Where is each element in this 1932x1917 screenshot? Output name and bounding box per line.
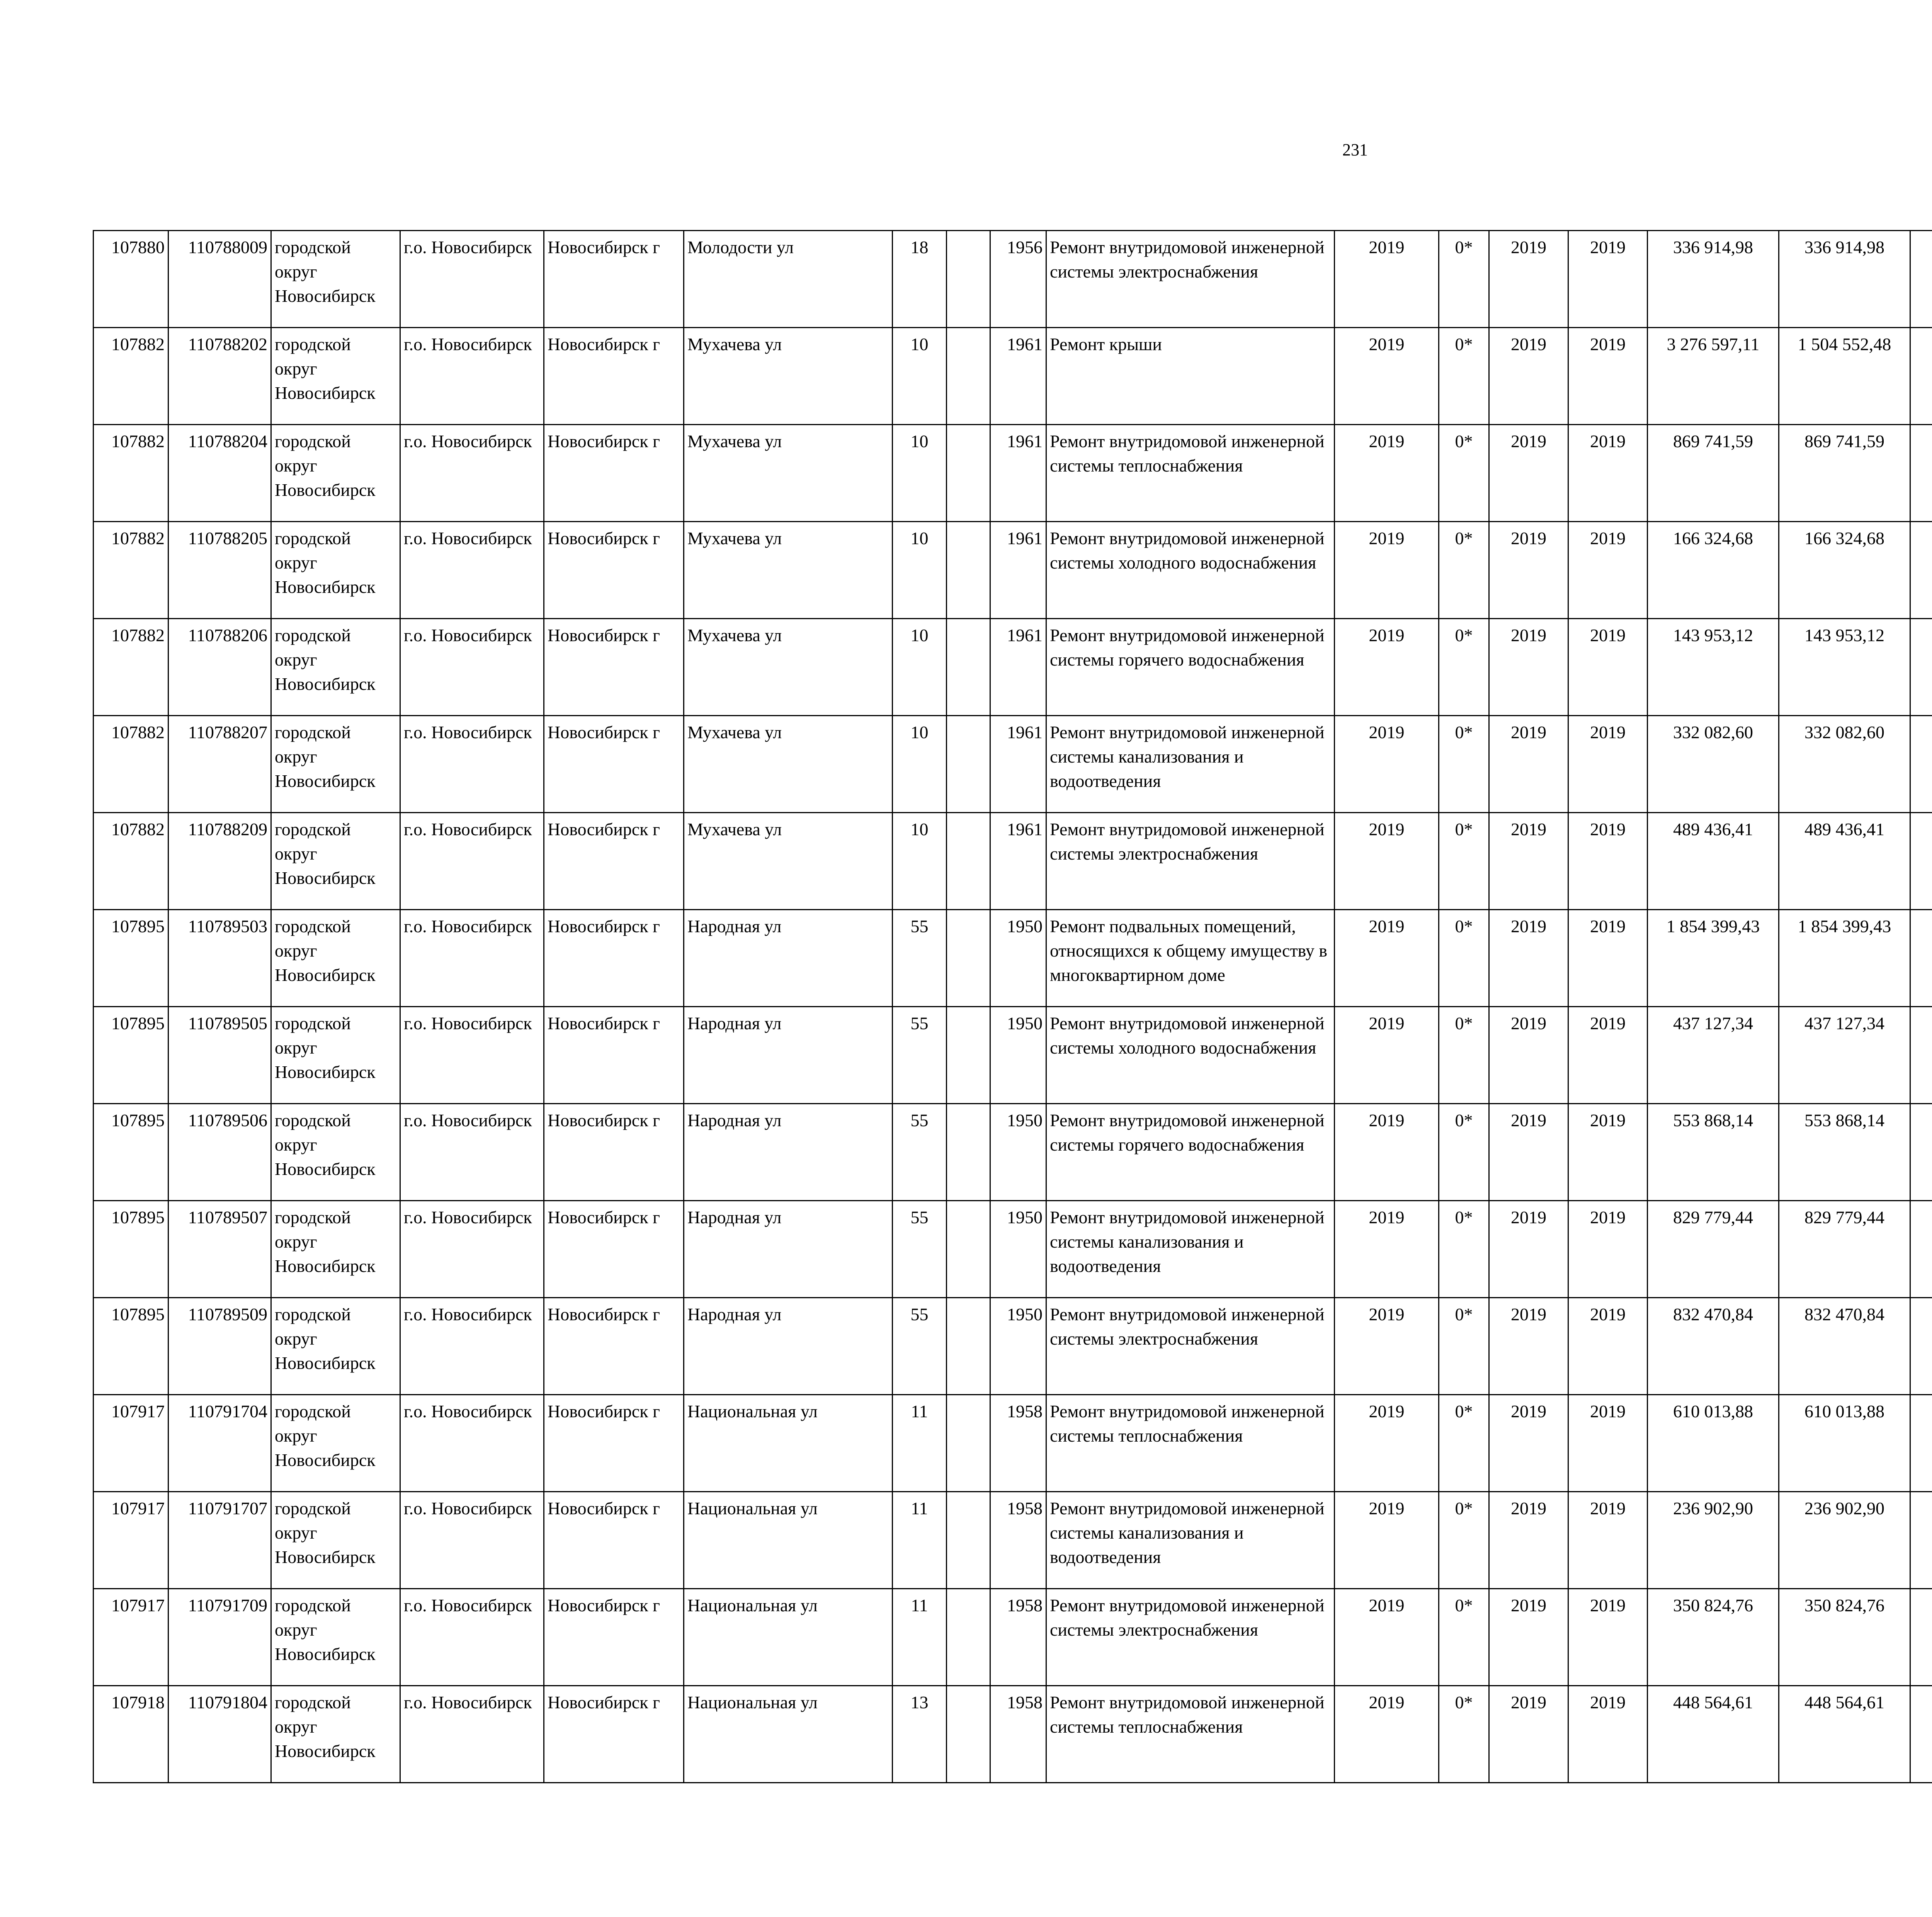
object-id-cell: 107895 — [94, 910, 168, 1007]
total-cost-cell: 166 324,68 — [1648, 522, 1779, 619]
district-cell: г.о. Новосибирск — [400, 910, 544, 1007]
district-cell: г.о. Новосибирск — [400, 1298, 544, 1395]
record-code-cell: 110791804 — [168, 1686, 271, 1783]
object-id-cell: 107918 — [94, 1686, 168, 1783]
amount-2-cell — [1910, 1686, 1932, 1783]
city-cell: Новосибирск г — [544, 231, 684, 328]
object-id-cell: 107882 — [94, 813, 168, 910]
year-from-cell: 2019 — [1489, 813, 1568, 910]
work-type-cell: Ремонт внутридомовой инженерной системы канализования и водоотведения — [1046, 1201, 1335, 1298]
street-cell: Национальная ул — [684, 1686, 893, 1783]
table-row — [94, 1298, 1932, 1395]
work-type-cell: Ремонт внутридомовой инженерной системы канализования и водоотведения — [1046, 716, 1335, 813]
amount-1-cell: 166 324,68 — [1779, 522, 1910, 619]
table-row — [94, 1007, 1932, 1104]
street-cell: Народная ул — [684, 1007, 893, 1104]
object-id-cell: 107882 — [94, 619, 168, 716]
work-type-cell: Ремонт внутридомовой инженерной системы горячего водоснабжения — [1046, 1104, 1335, 1201]
year-to-cell: 2019 — [1568, 1589, 1648, 1686]
amount-1-cell: 350 824,76 — [1779, 1589, 1910, 1686]
work-type-cell: Ремонт внутридомовой инженерной системы канализования и водоотведения — [1046, 1492, 1335, 1589]
flag-cell: 0* — [1439, 1104, 1489, 1201]
table-row — [94, 1589, 1932, 1686]
plan-year-cell: 2019 — [1335, 813, 1439, 910]
flag-cell: 0* — [1439, 328, 1489, 425]
year-from-cell: 2019 — [1489, 231, 1568, 328]
municipality-cell: городской округ Новосибирск — [271, 1104, 400, 1201]
record-code-cell: 110788207 — [168, 716, 271, 813]
year-built-cell: 1950 — [990, 1104, 1046, 1201]
year-from-cell: 2019 — [1489, 716, 1568, 813]
year-built-cell: 1961 — [990, 716, 1046, 813]
amount-1-cell: 1 854 399,43 — [1779, 910, 1910, 1007]
year-to-cell: 2019 — [1568, 1298, 1648, 1395]
district-cell: г.о. Новосибирск — [400, 1395, 544, 1492]
street-cell: Народная ул — [684, 910, 893, 1007]
year-to-cell: 2019 — [1568, 1686, 1648, 1783]
work-type-cell: Ремонт внутридомовой инженерной системы теплоснабжения — [1046, 1395, 1335, 1492]
flag-cell: 0* — [1439, 1686, 1489, 1783]
plan-year-cell: 2019 — [1335, 1686, 1439, 1783]
street-cell: Мухачева ул — [684, 619, 893, 716]
record-code-cell: 110789509 — [168, 1298, 271, 1395]
city-cell: Новосибирск г — [544, 328, 684, 425]
district-cell: г.о. Новосибирск — [400, 1589, 544, 1686]
object-id-cell: 107895 — [94, 1201, 168, 1298]
table-row — [94, 910, 1932, 1007]
city-cell: Новосибирск г — [544, 425, 684, 522]
house-number-cell: 13 — [893, 1686, 947, 1783]
year-from-cell: 2019 — [1489, 1007, 1568, 1104]
house-number-cell: 10 — [893, 522, 947, 619]
building-cell — [947, 1686, 990, 1783]
year-to-cell: 2019 — [1568, 1201, 1648, 1298]
year-to-cell: 2019 — [1568, 716, 1648, 813]
year-to-cell: 2019 — [1568, 328, 1648, 425]
record-code-cell: 110789506 — [168, 1104, 271, 1201]
building-cell — [947, 328, 990, 425]
table-row — [94, 1201, 1932, 1298]
street-cell: Мухачева ул — [684, 522, 893, 619]
amount-1-cell: 336 914,98 — [1779, 231, 1910, 328]
flag-cell: 0* — [1439, 231, 1489, 328]
total-cost-cell: 610 013,88 — [1648, 1395, 1779, 1492]
flag-cell: 0* — [1439, 425, 1489, 522]
total-cost-cell: 437 127,34 — [1648, 1007, 1779, 1104]
year-from-cell: 2019 — [1489, 1298, 1568, 1395]
total-cost-cell: 829 779,44 — [1648, 1201, 1779, 1298]
record-code-cell: 110789507 — [168, 1201, 271, 1298]
work-type-cell: Ремонт внутридомовой инженерной системы электроснабжения — [1046, 231, 1335, 328]
amount-1-cell: 332 082,60 — [1779, 716, 1910, 813]
object-id-cell: 107880 — [94, 231, 168, 328]
street-cell: Молодости ул — [684, 231, 893, 328]
district-cell: г.о. Новосибирск — [400, 1686, 544, 1783]
flag-cell: 0* — [1439, 813, 1489, 910]
building-cell — [947, 716, 990, 813]
district-cell: г.о. Новосибирск — [400, 328, 544, 425]
year-to-cell: 2019 — [1568, 1007, 1648, 1104]
plan-year-cell: 2019 — [1335, 1007, 1439, 1104]
flag-cell: 0* — [1439, 716, 1489, 813]
amount-2-cell — [1910, 813, 1932, 910]
district-cell: г.о. Новосибирск — [400, 1104, 544, 1201]
plan-year-cell: 2019 — [1335, 619, 1439, 716]
building-cell — [947, 619, 990, 716]
street-cell: Народная ул — [684, 1298, 893, 1395]
year-to-cell: 2019 — [1568, 1104, 1648, 1201]
district-cell: г.о. Новосибирск — [400, 716, 544, 813]
record-code-cell: 110791704 — [168, 1395, 271, 1492]
plan-year-cell: 2019 — [1335, 1298, 1439, 1395]
building-cell — [947, 813, 990, 910]
building-cell — [947, 1492, 990, 1589]
city-cell: Новосибирск г — [544, 1104, 684, 1201]
street-cell: Мухачева ул — [684, 716, 893, 813]
plan-year-cell: 2019 — [1335, 1104, 1439, 1201]
work-type-cell: Ремонт подвальных помещений, относящихся к общему имуществу в многоквартирном доме — [1046, 910, 1335, 1007]
municipality-cell: городской округ Новосибирск — [271, 716, 400, 813]
year-built-cell: 1961 — [990, 425, 1046, 522]
work-type-cell: Ремонт внутридомовой инженерной системы электроснабжения — [1046, 813, 1335, 910]
year-from-cell: 2019 — [1489, 1686, 1568, 1783]
amount-1-cell: 610 013,88 — [1779, 1395, 1910, 1492]
work-type-cell: Ремонт внутридомовой инженерной системы холодного водоснабжения — [1046, 1007, 1335, 1104]
district-cell: г.о. Новосибирск — [400, 231, 544, 328]
year-built-cell: 1956 — [990, 231, 1046, 328]
year-built-cell: 1950 — [990, 1298, 1046, 1395]
amount-2-cell — [1910, 1298, 1932, 1395]
amount-2-cell — [1910, 1007, 1932, 1104]
plan-year-cell: 2019 — [1335, 910, 1439, 1007]
year-built-cell: 1958 — [990, 1686, 1046, 1783]
amount-1-cell: 489 436,41 — [1779, 813, 1910, 910]
street-cell: Народная ул — [684, 1104, 893, 1201]
city-cell: Новосибирск г — [544, 1395, 684, 1492]
table-row — [94, 1104, 1932, 1201]
year-from-cell: 2019 — [1489, 1395, 1568, 1492]
record-code-cell: 110788204 — [168, 425, 271, 522]
table-row — [94, 231, 1932, 328]
flag-cell: 0* — [1439, 1007, 1489, 1104]
house-number-cell: 55 — [893, 910, 947, 1007]
city-cell: Новосибирск г — [544, 522, 684, 619]
year-built-cell: 1958 — [990, 1589, 1046, 1686]
street-cell: Мухачева ул — [684, 425, 893, 522]
work-type-cell: Ремонт внутридомовой инженерной системы теплоснабжения — [1046, 425, 1335, 522]
object-id-cell: 107917 — [94, 1395, 168, 1492]
amount-2-cell — [1910, 1492, 1932, 1589]
municipality-cell: городской округ Новосибирск — [271, 1589, 400, 1686]
table-body — [94, 231, 1932, 1783]
house-number-cell: 10 — [893, 328, 947, 425]
house-number-cell: 55 — [893, 1104, 947, 1201]
table-row — [94, 1686, 1932, 1783]
amount-1-cell: 143 953,12 — [1779, 619, 1910, 716]
municipality-cell: городской округ Новосибирск — [271, 619, 400, 716]
total-cost-cell: 489 436,41 — [1648, 813, 1779, 910]
district-cell: г.о. Новосибирск — [400, 1201, 544, 1298]
municipality-cell: городской округ Новосибирск — [271, 328, 400, 425]
house-number-cell: 10 — [893, 619, 947, 716]
year-from-cell: 2019 — [1489, 1589, 1568, 1686]
building-cell — [947, 1007, 990, 1104]
total-cost-cell: 350 824,76 — [1648, 1589, 1779, 1686]
amount-2-cell — [1910, 1589, 1932, 1686]
table-row — [94, 716, 1932, 813]
record-code-cell: 110791707 — [168, 1492, 271, 1589]
total-cost-cell: 832 470,84 — [1648, 1298, 1779, 1395]
building-cell — [947, 425, 990, 522]
amount-2-cell — [1910, 522, 1932, 619]
municipality-cell: городской округ Новосибирск — [271, 813, 400, 910]
municipality-cell: городской округ Новосибирск — [271, 425, 400, 522]
object-id-cell: 107895 — [94, 1104, 168, 1201]
year-to-cell: 2019 — [1568, 1395, 1648, 1492]
year-from-cell: 2019 — [1489, 425, 1568, 522]
work-type-cell: Ремонт внутридомовой инженерной системы теплоснабжения — [1046, 1686, 1335, 1783]
municipality-cell: городской округ Новосибирск — [271, 1395, 400, 1492]
table-row — [94, 1395, 1932, 1492]
city-cell: Новосибирск г — [544, 910, 684, 1007]
city-cell: Новосибирск г — [544, 1298, 684, 1395]
year-to-cell: 2019 — [1568, 425, 1648, 522]
year-from-cell: 2019 — [1489, 910, 1568, 1007]
street-cell: Народная ул — [684, 1201, 893, 1298]
flag-cell: 0* — [1439, 910, 1489, 1007]
year-to-cell: 2019 — [1568, 910, 1648, 1007]
work-type-cell: Ремонт крыши — [1046, 328, 1335, 425]
total-cost-cell: 869 741,59 — [1648, 425, 1779, 522]
year-to-cell: 2019 — [1568, 1492, 1648, 1589]
total-cost-cell: 332 082,60 — [1648, 716, 1779, 813]
amount-1-cell: 829 779,44 — [1779, 1201, 1910, 1298]
city-cell: Новосибирск г — [544, 619, 684, 716]
city-cell: Новосибирск г — [544, 1492, 684, 1589]
record-code-cell: 110791709 — [168, 1589, 271, 1686]
house-number-cell: 10 — [893, 425, 947, 522]
street-cell: Национальная ул — [684, 1589, 893, 1686]
amount-2-cell — [1910, 231, 1932, 328]
house-number-cell: 10 — [893, 813, 947, 910]
municipality-cell: городской округ Новосибирск — [271, 910, 400, 1007]
year-built-cell: 1950 — [990, 910, 1046, 1007]
amount-2-cell — [1910, 1395, 1932, 1492]
year-built-cell: 1961 — [990, 619, 1046, 716]
year-from-cell: 2019 — [1489, 1492, 1568, 1589]
year-to-cell: 2019 — [1568, 231, 1648, 328]
house-number-cell: 55 — [893, 1201, 947, 1298]
amount-2-cell — [1910, 910, 1932, 1007]
year-to-cell: 2019 — [1568, 619, 1648, 716]
year-to-cell: 2019 — [1568, 522, 1648, 619]
house-number-cell: 10 — [893, 716, 947, 813]
district-cell: г.о. Новосибирск — [400, 619, 544, 716]
total-cost-cell: 236 902,90 — [1648, 1492, 1779, 1589]
plan-year-cell: 2019 — [1335, 1201, 1439, 1298]
amount-1-cell: 553 868,14 — [1779, 1104, 1910, 1201]
flag-cell: 0* — [1439, 1589, 1489, 1686]
flag-cell: 0* — [1439, 1298, 1489, 1395]
year-built-cell: 1961 — [990, 522, 1046, 619]
building-cell — [947, 1395, 990, 1492]
object-id-cell: 107882 — [94, 425, 168, 522]
municipality-cell: городской округ Новосибирск — [271, 1686, 400, 1783]
object-id-cell: 107882 — [94, 328, 168, 425]
object-id-cell: 107917 — [94, 1492, 168, 1589]
record-code-cell: 110789505 — [168, 1007, 271, 1104]
amount-1-cell: 236 902,90 — [1779, 1492, 1910, 1589]
record-code-cell: 110788209 — [168, 813, 271, 910]
district-cell: г.о. Новосибирск — [400, 1007, 544, 1104]
year-from-cell: 2019 — [1489, 328, 1568, 425]
capital-repair-table — [93, 230, 1932, 1783]
object-id-cell: 107895 — [94, 1298, 168, 1395]
year-from-cell: 2019 — [1489, 619, 1568, 716]
year-to-cell: 2019 — [1568, 813, 1648, 910]
flag-cell: 0* — [1439, 619, 1489, 716]
amount-2-cell — [1910, 425, 1932, 522]
table-row — [94, 619, 1932, 716]
building-cell — [947, 231, 990, 328]
plan-year-cell: 2019 — [1335, 1589, 1439, 1686]
district-cell: г.о. Новосибирск — [400, 813, 544, 910]
plan-year-cell: 2019 — [1335, 522, 1439, 619]
record-code-cell: 110788009 — [168, 231, 271, 328]
amount-2-cell — [1910, 619, 1932, 716]
house-number-cell: 11 — [893, 1395, 947, 1492]
work-type-cell: Ремонт внутридомовой инженерной системы холодного водоснабжения — [1046, 522, 1335, 619]
building-cell — [947, 1298, 990, 1395]
amount-1-cell: 448 564,61 — [1779, 1686, 1910, 1783]
amount-2-cell — [1910, 716, 1932, 813]
record-code-cell: 110788206 — [168, 619, 271, 716]
year-built-cell: 1958 — [990, 1395, 1046, 1492]
object-id-cell: 107895 — [94, 1007, 168, 1104]
city-cell: Новосибирск г — [544, 1589, 684, 1686]
table-row — [94, 522, 1932, 619]
municipality-cell: городской округ Новосибирск — [271, 231, 400, 328]
flag-cell: 0* — [1439, 1492, 1489, 1589]
street-cell: Мухачева ул — [684, 813, 893, 910]
year-built-cell: 1950 — [990, 1201, 1046, 1298]
municipality-cell: городской округ Новосибирск — [271, 522, 400, 619]
plan-year-cell: 2019 — [1335, 1492, 1439, 1589]
object-id-cell: 107882 — [94, 716, 168, 813]
amount-2-cell — [1910, 328, 1932, 425]
table-row — [94, 425, 1932, 522]
record-code-cell: 110788205 — [168, 522, 271, 619]
work-type-cell: Ремонт внутридомовой инженерной системы горячего водоснабжения — [1046, 619, 1335, 716]
house-number-cell: 11 — [893, 1492, 947, 1589]
total-cost-cell: 1 854 399,43 — [1648, 910, 1779, 1007]
building-cell — [947, 1104, 990, 1201]
total-cost-cell: 336 914,98 — [1648, 231, 1779, 328]
flag-cell: 0* — [1439, 522, 1489, 619]
house-number-cell: 55 — [893, 1298, 947, 1395]
object-id-cell: 107882 — [94, 522, 168, 619]
plan-year-cell: 2019 — [1335, 328, 1439, 425]
year-built-cell: 1961 — [990, 328, 1046, 425]
district-cell: г.о. Новосибирск — [400, 1492, 544, 1589]
street-cell: Национальная ул — [684, 1395, 893, 1492]
page-number: 231 — [1342, 140, 1368, 159]
year-from-cell: 2019 — [1489, 1104, 1568, 1201]
street-cell: Мухачева ул — [684, 328, 893, 425]
city-cell: Новосибирск г — [544, 1201, 684, 1298]
total-cost-cell: 143 953,12 — [1648, 619, 1779, 716]
flag-cell: 0* — [1439, 1201, 1489, 1298]
amount-1-cell: 832 470,84 — [1779, 1298, 1910, 1395]
city-cell: Новосибирск г — [544, 813, 684, 910]
plan-year-cell: 2019 — [1335, 231, 1439, 328]
table-row — [94, 1492, 1932, 1589]
plan-year-cell: 2019 — [1335, 425, 1439, 522]
table-row — [94, 813, 1932, 910]
year-built-cell: 1958 — [990, 1492, 1046, 1589]
plan-year-cell: 2019 — [1335, 716, 1439, 813]
municipality-cell: городской округ Новосибирск — [271, 1492, 400, 1589]
house-number-cell: 55 — [893, 1007, 947, 1104]
district-cell: г.о. Новосибирск — [400, 522, 544, 619]
municipality-cell: городской округ Новосибирск — [271, 1298, 400, 1395]
building-cell — [947, 1589, 990, 1686]
amount-1-cell: 869 741,59 — [1779, 425, 1910, 522]
work-type-cell: Ремонт внутридомовой инженерной системы электроснабжения — [1046, 1298, 1335, 1395]
street-cell: Национальная ул — [684, 1492, 893, 1589]
total-cost-cell: 553 868,14 — [1648, 1104, 1779, 1201]
object-id-cell: 107917 — [94, 1589, 168, 1686]
amount-2-cell — [1910, 1201, 1932, 1298]
total-cost-cell: 448 564,61 — [1648, 1686, 1779, 1783]
district-cell: г.о. Новосибирск — [400, 425, 544, 522]
record-code-cell: 110789503 — [168, 910, 271, 1007]
year-from-cell: 2019 — [1489, 1201, 1568, 1298]
amount-2-cell — [1910, 1104, 1932, 1201]
total-cost-cell: 3 276 597,11 — [1648, 328, 1779, 425]
flag-cell: 0* — [1439, 1395, 1489, 1492]
city-cell: Новосибирск г — [544, 1007, 684, 1104]
amount-1-cell: 437 127,34 — [1779, 1007, 1910, 1104]
table-row — [94, 328, 1932, 425]
amount-1-cell: 1 504 552,48 — [1779, 328, 1910, 425]
building-cell — [947, 522, 990, 619]
year-built-cell: 1961 — [990, 813, 1046, 910]
plan-year-cell: 2019 — [1335, 1395, 1439, 1492]
record-code-cell: 110788202 — [168, 328, 271, 425]
municipality-cell: городской округ Новосибирск — [271, 1201, 400, 1298]
city-cell: Новосибирск г — [544, 1686, 684, 1783]
municipality-cell: городской округ Новосибирск — [271, 1007, 400, 1104]
work-type-cell: Ремонт внутридомовой инженерной системы электроснабжения — [1046, 1589, 1335, 1686]
house-number-cell: 18 — [893, 231, 947, 328]
building-cell — [947, 910, 990, 1007]
house-number-cell: 11 — [893, 1589, 947, 1686]
year-built-cell: 1950 — [990, 1007, 1046, 1104]
year-from-cell: 2019 — [1489, 522, 1568, 619]
building-cell — [947, 1201, 990, 1298]
city-cell: Новосибирск г — [544, 716, 684, 813]
